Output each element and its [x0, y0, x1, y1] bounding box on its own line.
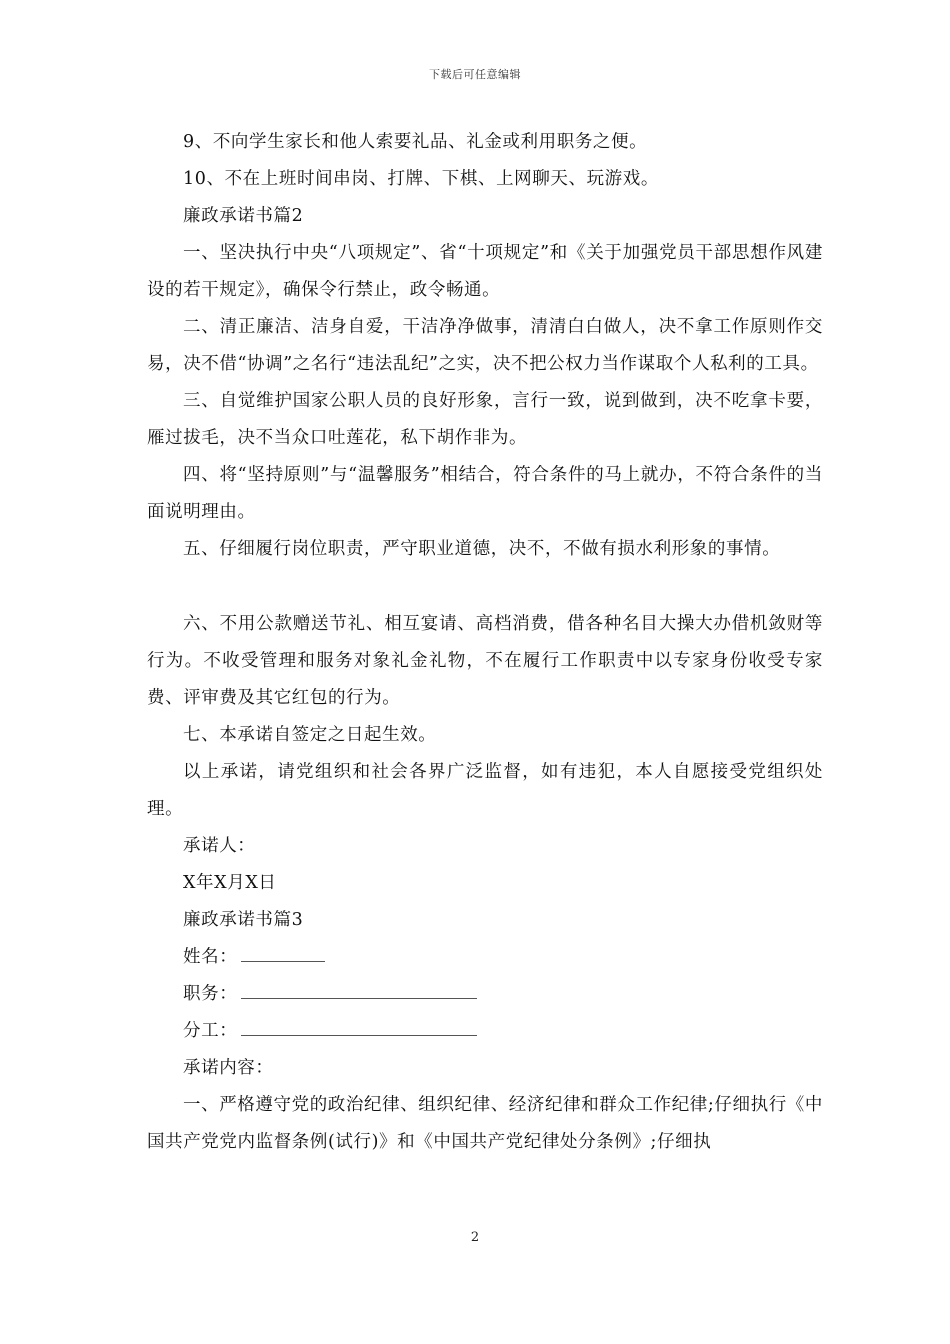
paragraph: 10、不在上班时间串岗、打牌、下棋、上网聊天、玩游戏。 — [183, 169, 659, 189]
section-title: 廉政承诺书篇2 — [183, 206, 304, 226]
blank-line — [147, 568, 823, 606]
paragraph: 七、本承诺自签定之日起生效。 — [183, 725, 437, 745]
paragraph: 以上承诺，请党组织和社会各界广泛监督，如有违犯，本人自愿接受党组织处理。 — [147, 762, 823, 819]
paragraph: 一、严格遵守党的政治纪律、组织纪律、经济纪律和群众工作纪律;仔细执行《中国共产党党内监督条例(试行)》和《中国共产党纪律处分条例》;仔细执 — [147, 1095, 823, 1152]
name-label: 姓名： — [183, 947, 238, 967]
paragraph: 一、坚决执行中央“八项规定”、省“十项规定”和《关于加强党员干部思想作风建设的若干规定》，确保令行禁止，政令畅通。 — [147, 243, 823, 300]
paragraph: 六、不用公款赠送节礼、相互宴请、高档消费，借各种名目大操大办借机敛财等行为。不收受管理和服务对象礼金礼物，不在履行工作职责中以专家身份收受专家费、评审费及其它红包的行为。 — [147, 614, 823, 708]
division-blank-line — [241, 1015, 477, 1036]
paragraph: 五、仔细履行岗位职责，严守职业道德，决不，不做有损水利形象的事情。 — [183, 539, 781, 559]
position-field-row — [147, 976, 823, 1013]
paragraph: 9、不向学生家长和他人索要礼品、礼金或利用职务之便。 — [183, 132, 648, 152]
name-blank-line — [241, 941, 325, 962]
paragraph: 三、自觉维护国家公职人员的良好形象，言行一致，说到做到，决不吃拿卡要，雁过拔毛，决不当众口吐莲花，私下胡作非为。 — [147, 391, 823, 448]
position-label: 职务： — [183, 984, 238, 1004]
signer-label: 承诺人： — [183, 836, 256, 856]
name-field-row — [147, 939, 823, 976]
document-body — [147, 124, 823, 1161]
page-header: 下载后可任意编辑 — [429, 68, 521, 81]
commitment-label: 承诺内容： — [183, 1058, 274, 1078]
section-title: 廉政承诺书篇3 — [183, 910, 304, 930]
position-blank-line — [241, 978, 477, 999]
paragraph: 二、清正廉洁、洁身自爱，干洁净净做事，清清白白做人，决不拿工作原则作交易，决不借“协调”之名行“违法乱纪”之实，决不把公权力当作谋取个人私利的工具。 — [147, 317, 823, 374]
paragraph: 四、将“坚持原则”与“温馨服务”相结合，符合条件的马上就办，不符合条件的当面说明理由。 — [147, 465, 823, 522]
page-number: 2 — [470, 1230, 480, 1245]
division-field-row — [147, 1013, 823, 1050]
date-line: X年X月X日 — [183, 873, 277, 893]
division-label: 分工： — [183, 1021, 238, 1041]
